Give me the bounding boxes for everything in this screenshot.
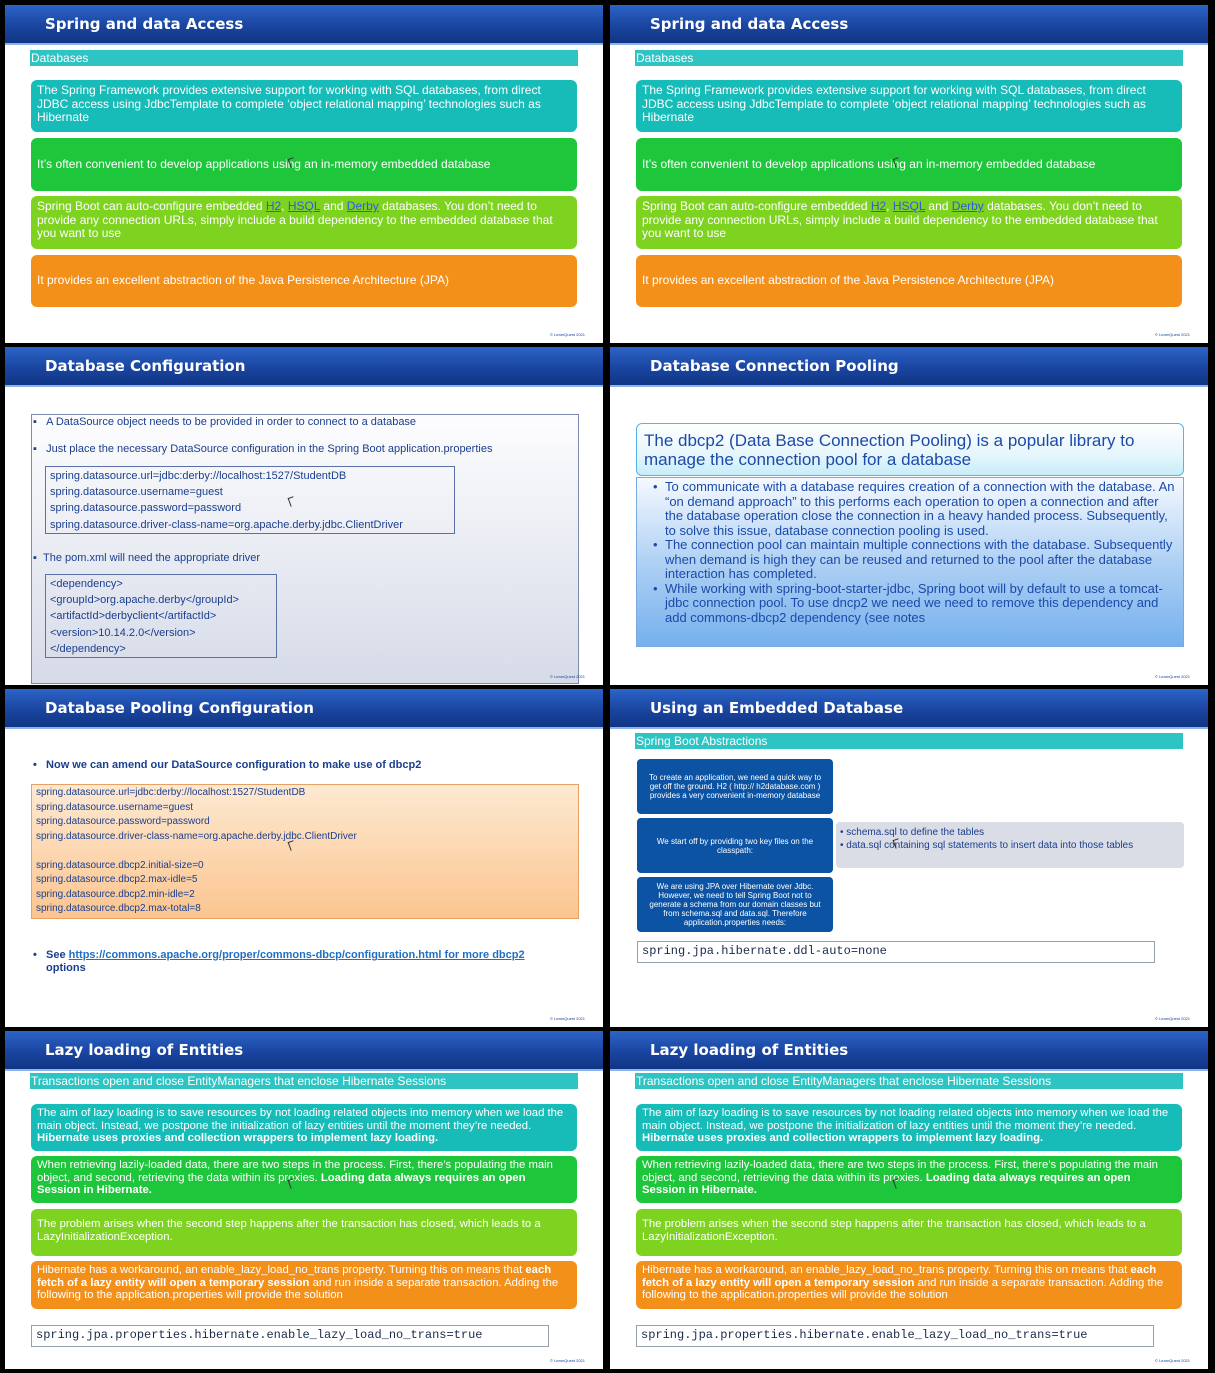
pom-line: </dependency>	[50, 642, 126, 655]
lazy-problem-text: The problem arises when the second step happens after the transaction has closed, which leads to a LazyInitializationException.	[642, 1218, 1146, 1243]
derby-link[interactable]: Derby	[346, 199, 379, 213]
lazy-workaround-box	[31, 1261, 577, 1309]
pom-line: <version>10.14.2.0</version>	[50, 626, 196, 639]
slide-title: Database Pooling Configuration	[45, 699, 314, 717]
pom-bullet: ▪ The pom.xml will need the appropriate driver	[33, 552, 261, 564]
copyright-footer: © LearnQuest 2021	[550, 1016, 585, 1021]
jpa-box	[31, 255, 577, 307]
lazy-retrieve-text: When retrieving lazily-loaded data, there are two steps in the process. First, there’s populating the main object, and second, retrieving the data within its proxies.	[642, 1159, 1158, 1184]
lazy-retrieve-bold: Loading data always requires an open Session in Hibernate.	[37, 1171, 526, 1196]
lazy-aim-text: The aim of lazy loading is to save resources by not loading related objects into memory when we load the main object. Instead, we postpone the initialization of lazy entities until the moment they’re needed.	[642, 1107, 1169, 1132]
copyright-footer: © LearnQuest 2021	[550, 674, 585, 679]
derby-link[interactable]: Derby	[951, 199, 984, 213]
slide-subtitle: Databases	[30, 50, 578, 66]
config-line: spring.datasource.dbcp2.initial-size=0	[36, 859, 204, 871]
datasource-bullet: ▪ A DataSource object needs to be provided in order to connect to a database	[33, 416, 417, 428]
h2-link[interactable]: H2	[265, 199, 282, 213]
config-line	[36, 844, 574, 859]
auto-configure-text-end: databases. You don’t need to provide any connection URLs, simply include a build dependency to the embedded database that you want to use	[37, 199, 553, 240]
jpa-box	[636, 255, 1182, 307]
lazy-workaround-bold: each fetch of a lazy entity will open a temporary session	[642, 1264, 1157, 1289]
slide-database-configuration	[5, 347, 603, 685]
slide-subtitle: Transactions open and close EntityManagers that enclose Hibernate Sessions	[30, 1073, 578, 1089]
slide-subtitle: Spring Boot Abstractions	[635, 733, 1183, 749]
file-item-text: data.sql containing sql statements to insert data into those tables	[846, 840, 1134, 851]
jpa-text: It provides an excellent abstraction of the Java Persistence Architecture (JPA)	[642, 273, 1054, 288]
lazy-load-code: spring.jpa.properties.hibernate.enable_lazy_load_no_trans=true	[31, 1325, 549, 1347]
auto-configure-text: Spring Boot can auto-configure embedded	[642, 199, 871, 213]
lazy-aim-bold: Hibernate uses proxies and collection wrappers to implement lazy loading.	[642, 1132, 1044, 1144]
slide-title: Database Configuration	[45, 357, 246, 375]
copyright-footer: © LearnQuest 2021	[550, 332, 585, 337]
slide-header	[610, 5, 1208, 45]
lazy-workaround-text: Hibernate has a workaround, an enable_lazy_load_no_trans property. Turning this on means that	[642, 1264, 1131, 1276]
classpath-box: We start off by providing two key files on the classpath:	[637, 818, 833, 873]
jdbc-box: The Spring Framework provides extensive support for working with SQL databases, from direct JDBC access using JdbcTemplate to complete ‘object relational mapping’ technologies such as Hibernate	[31, 80, 577, 132]
h2-link[interactable]: H2	[870, 199, 887, 213]
ddl-auto-code: spring.jpa.hibernate.ddl-auto=none	[637, 941, 1155, 963]
lazy-workaround-text: Hibernate has a workaround, an enable_lazy_load_no_trans property. Turning this on means that	[37, 1264, 526, 1276]
pooling-explanation	[636, 477, 1184, 647]
slide-subtitle: Transactions open and close EntityManagers that enclose Hibernate Sessions	[635, 1073, 1183, 1089]
hsql-link[interactable]: HSQL	[287, 199, 321, 213]
in-memory-text: It’s often convenient to develop applications using an in-memory embedded database	[642, 156, 1096, 171]
slide-header	[610, 347, 1208, 387]
copyright-footer: © LearnQuest 2021	[1155, 332, 1190, 337]
see-text-end: options	[46, 962, 86, 974]
copyright-footer: © LearnQuest 2021	[1155, 1358, 1190, 1363]
slide-lazy-loading-right	[610, 1031, 1208, 1369]
lazy-workaround-bold: each fetch of a lazy entity will open a temporary session	[37, 1264, 552, 1289]
file-item: • data.sql containing sql statements to insert data into those tables	[840, 840, 1134, 851]
copyright-footer: © LearnQuest 2021	[550, 1358, 585, 1363]
slide-database-pooling-configuration	[5, 689, 603, 1027]
lazy-aim-bold: Hibernate uses proxies and collection wrappers to implement lazy loading.	[37, 1132, 439, 1144]
lazy-workaround-text-end: and run inside a separate transaction. Adding the following to the application.properties will provide the solution	[642, 1276, 1164, 1301]
file-item-text: schema.sql to define the tables	[846, 827, 985, 838]
pom-line: <groupId>org.apache.derby</groupId>	[50, 594, 239, 607]
slide-header	[610, 689, 1208, 729]
config-line: spring.datasource.password=password	[36, 816, 210, 827]
dbcp2-heading: The dbcp2 (Data Base Connection Pooling) is a popular library to manage the connection pool for a database	[636, 423, 1184, 476]
lazy-retrieve-box	[31, 1156, 577, 1203]
in-memory-text: It’s often convenient to develop applications using an in-memory embedded database	[37, 156, 491, 171]
config-line: spring.datasource.url=jdbc:derby://localhost:1527/StudentDB	[36, 787, 306, 798]
config-line: spring.datasource.dbcp2.min-idle=2	[36, 888, 195, 900]
auto-configure-box	[31, 196, 577, 249]
slide-title: Using an Embedded Database	[650, 699, 904, 717]
slide-header	[5, 5, 603, 45]
separator: ,	[886, 199, 893, 213]
slide-database-connection-pooling	[610, 347, 1208, 685]
amend-bullet: • Now we can amend our DataSource configuration to make use of dbcp2	[33, 759, 422, 771]
slide-title: Lazy loading of Entities	[45, 1041, 244, 1059]
see-text: See	[46, 949, 69, 961]
lazy-retrieve-bold: Loading data always requires an open Session in Hibernate.	[642, 1171, 1131, 1196]
pom-line: <dependency>	[50, 578, 123, 590]
dbcp-config-link[interactable]: https://commons.apache.org/proper/commons-dbcp/configuration.html for more dbcp2	[68, 949, 525, 961]
lazy-workaround-box	[636, 1261, 1182, 1309]
slide-title: Lazy loading of Entities	[650, 1041, 849, 1059]
config-line: spring.datasource.driver-class-name=org.apache.derby.jdbc.ClientDriver	[36, 830, 357, 842]
lazy-workaround-text-end: and run inside a separate transaction. Adding the following to the application.properties will provide the solution	[37, 1276, 559, 1301]
datasource-bullet-text: A DataSource object needs to be provided in order to connect to a database	[46, 416, 417, 428]
auto-configure-text: Spring Boot can auto-configure embedded	[37, 199, 266, 213]
in-memory-box	[31, 138, 577, 191]
lazy-retrieve-box	[636, 1156, 1182, 1203]
slide-title: Spring and data Access	[45, 15, 244, 33]
slide-embedded-database	[610, 689, 1208, 1027]
pooling-point: • While working with spring-boot-starter-jdbc, Spring boot will by default to use a tomcat-jdbc connection pool. To use dncp2 we need we need to remove this dependency and add commons-dbcp2 dependency (see notes	[653, 582, 1177, 626]
slide-spring-data-access-left	[5, 5, 603, 343]
auto-configure-box	[636, 196, 1182, 249]
slide-header	[5, 689, 603, 729]
datasource-properties-box	[45, 466, 455, 534]
slide-header	[5, 1031, 603, 1071]
hsql-link[interactable]: HSQL	[892, 199, 926, 213]
properties-bullet: ▪ Just place the necessary DataSource configuration in the Spring Boot application.properties	[33, 443, 493, 455]
file-item: • schema.sql to define the tables	[840, 827, 985, 838]
copyright-footer: © LearnQuest 2021	[1155, 1016, 1190, 1021]
h2-intro-box: To create an application, we need a quick way to get off the ground. H2 ( http:// h2database.com ) provides a very convenient in-memory database	[637, 759, 833, 814]
see-bullet: • See https://commons.apache.org/proper/commons-dbcp/configuration.html for more dbcp2 options	[33, 949, 525, 974]
config-line: spring.datasource.dbcp2.max-idle=5	[36, 874, 198, 885]
amend-bullet-text: Now we can amend our DataSource configuration to make use of dbcp2	[46, 759, 422, 771]
slide-header	[610, 1031, 1208, 1071]
lazy-aim-text: The aim of lazy loading is to save resources by not loading related objects into memory when we load the main object. Instead, we postpone the initialization of lazy entities until the moment they’re needed.	[37, 1107, 564, 1132]
copyright-footer: © LearnQuest 2021	[1155, 674, 1190, 679]
properties-bullet-text: Just place the necessary DataSource configuration in the Spring Boot application.properties	[46, 443, 493, 455]
jpa-hibernate-box: We are using JPA over Hibernate over Jdbc. However, we need to tell Spring Boot not to generate a schema from our domain classes but from schema.sql and data.sql. Therefore application.properties needs:	[637, 877, 833, 932]
pom-bullet-text: The pom.xml will need the appropriate driver	[43, 552, 261, 564]
lazy-retrieve-text: When retrieving lazily-loaded data, there are two steps in the process. First, there’s populating the main object, and second, retrieving the data within its proxies.	[37, 1159, 553, 1184]
jdbc-box: The Spring Framework provides extensive support for working with SQL databases, from direct JDBC access using JdbcTemplate to complete ‘object relational mapping’ technologies such as Hibernate	[636, 80, 1182, 132]
lazy-load-code: spring.jpa.properties.hibernate.enable_lazy_load_no_trans=true	[636, 1325, 1154, 1347]
lazy-problem-box	[31, 1209, 577, 1256]
property-line: spring.datasource.username=guest	[50, 486, 223, 499]
pom-line: <artifactId>derbyclient</artifactId>	[50, 610, 217, 623]
auto-configure-text-end: databases. You don’t need to provide any connection URLs, simply include a build dependency to the embedded database that you want to use	[642, 199, 1158, 240]
lazy-aim-box	[636, 1104, 1182, 1151]
pom-dependency-box	[45, 574, 277, 658]
lazy-problem-text: The problem arises when the second step happens after the transaction has closed, which leads to a LazyInitializationException.	[37, 1218, 541, 1243]
slide-title: Spring and data Access	[650, 15, 849, 33]
in-memory-box	[636, 138, 1182, 191]
pooling-point: • The connection pool can maintain multiple connections with the database. Subsequently when demand is high they can be reused and returned to the pool after the database interaction has completed.	[653, 538, 1177, 582]
property-line: spring.datasource.driver-class-name=org.apache.derby.jdbc.ClientDriver	[50, 518, 403, 531]
config-line: spring.datasource.dbcp2.max-total=8	[36, 903, 201, 914]
slide-subtitle: Databases	[635, 50, 1183, 66]
slide-lazy-loading-left	[5, 1031, 603, 1369]
lazy-problem-box	[636, 1209, 1182, 1256]
property-line: spring.datasource.url=jdbc:derby://localhost:1527/StudentDB	[50, 470, 347, 482]
property-line: spring.datasource.password=password	[50, 502, 242, 515]
separator: ,	[281, 199, 288, 213]
slide-spring-data-access-right	[610, 5, 1208, 343]
slide-header	[5, 347, 603, 387]
config-line: spring.datasource.username=guest	[36, 801, 194, 813]
jpa-text: It provides an excellent abstraction of the Java Persistence Architecture (JPA)	[37, 273, 449, 288]
separator: and	[925, 199, 952, 213]
pooling-point: • To communicate with a database requires creation of a connection with the database. An “on demand approach” to this performs each operation to open a connection and after the database operation close the connection in a heavy handed process. Subsequently, to solve this issue, database connection pooling is used.	[653, 480, 1177, 538]
classpath-files-box	[836, 822, 1184, 868]
lazy-aim-box	[31, 1104, 577, 1151]
dbcp2-config-box	[31, 784, 579, 919]
separator: and	[320, 199, 347, 213]
slide-title: Database Connection Pooling	[650, 357, 899, 375]
